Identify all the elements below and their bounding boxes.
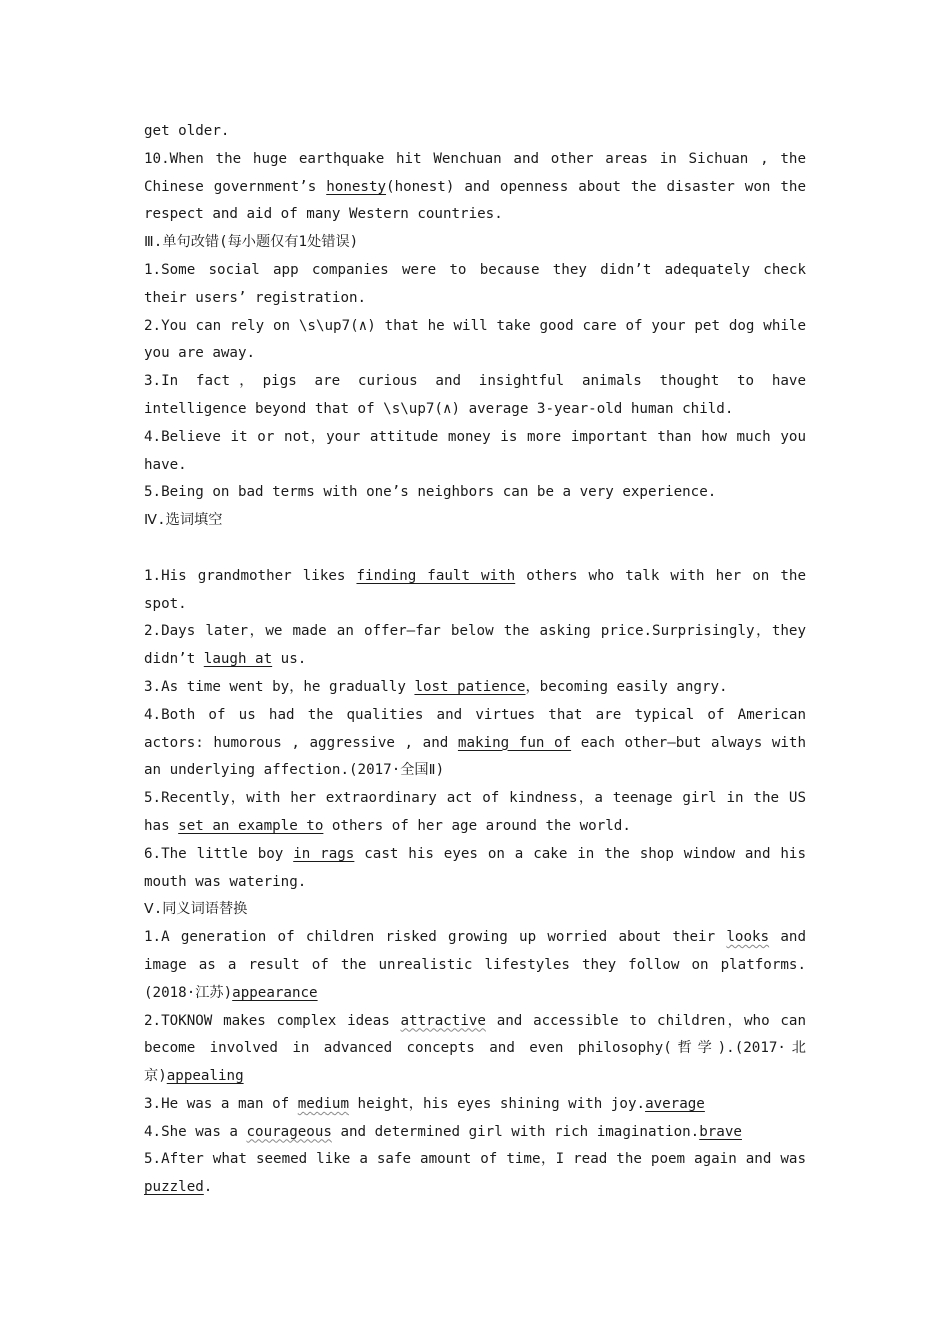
section-3-title: Ⅲ.单句改错(每小题仅有1处错误)	[144, 234, 359, 251]
answer: finding fault with	[356, 567, 516, 584]
answer: laugh at	[203, 651, 273, 668]
section-5-title: Ⅴ.同义词语替换	[144, 901, 248, 918]
answer: average	[645, 1095, 705, 1112]
answer: making fun of	[457, 734, 572, 751]
answer: lost patience	[414, 678, 526, 695]
s3-item-5: 5.Being on bad terms with one’s neighbors can be a very experience.	[144, 484, 717, 501]
s4-item-2: 2.Days later，we made an offer—far below the asking price.Surprisingly，they didn’t laugh at us.	[144, 623, 806, 668]
answer: appealing	[166, 1068, 244, 1085]
blank-line	[144, 535, 806, 563]
target-word: courageous	[246, 1123, 332, 1140]
target-word: puzzled	[144, 1179, 204, 1196]
s5-item-4: 4.She was a courageous and determined girl with rich imagination.brave	[144, 1123, 742, 1140]
answer: appearance	[232, 984, 318, 1001]
answer: set an example to	[178, 817, 324, 834]
s5-item-5: 5.After what seemed like a safe amount of time，I read the poem again and was puzzled.	[144, 1151, 806, 1196]
answer: brave	[699, 1123, 742, 1140]
target-word: medium	[297, 1095, 349, 1112]
target-word: looks	[726, 929, 770, 946]
s4-item-5: 5.Recently，with her extraordinary act of kindness，a teenage girl in the US has set an example to others of her age around the world.	[144, 790, 806, 834]
s4-item-4: 4.Both of us had the qualities and virtues that are typical of American actors: humorous , aggressive , and making fun of each other—but always with an underlying affection.(2017·全国Ⅱ)	[144, 706, 807, 779]
target-word: attractive	[400, 1012, 486, 1029]
s3-item-2: 2.You can rely on \s\up7(∧) that he will take good care of your pet dog while you are away.	[144, 317, 806, 362]
s5-item-3: 3.He was a man of medium height，his eyes shining with joy.average	[144, 1095, 705, 1112]
s5-item-1: 1.A generation of children risked growing up worried about their looks and image as a result of the unrealistic lifestyles they follow on platforms.(2018·江苏)appearance	[144, 929, 806, 1001]
answer: in rags	[293, 845, 355, 862]
s3-item-4: 4.Believe it or not，your attitude money is more important than how much you have.	[144, 428, 806, 473]
s3-item-3: 3.In fact，pigs are curious and insightful animals thought to have intelligence beyond that of \s\up7(∧) average 3-year-old human child.	[144, 373, 806, 417]
document-page	[144, 118, 806, 1202]
s4-item-1: 1.His grandmother likes finding fault with others who talk with her on the spot.	[144, 567, 806, 612]
s4-item-6: 6.The little boy in rags cast his eyes on a cake in the shop window and his mouth was watering.	[144, 845, 807, 890]
item-10: 10.When the huge earthquake hit Wenchuan and other areas in Sichuan , the Chinese government’s honesty(honest) and openness about the disaster won the respect and aid of many Western countries.	[144, 150, 807, 223]
s5-item-2: 2.TOKNOW makes complex ideas attractive and accessible to children，who can become involved in advanced concepts and even philosophy(哲学).(2017·北京)appealing	[144, 1012, 806, 1085]
answer-honesty: honesty	[326, 178, 387, 195]
s4-item-3: 3.As time went by，he gradually lost patience，becoming easily angry.	[144, 678, 728, 695]
continuation-line: get older.	[144, 123, 230, 139]
s3-item-1: 1.Some social app companies were to because they didn’t adequately check their users’ registration.	[144, 261, 806, 306]
section-4-title: Ⅳ.选词填空	[144, 512, 223, 529]
